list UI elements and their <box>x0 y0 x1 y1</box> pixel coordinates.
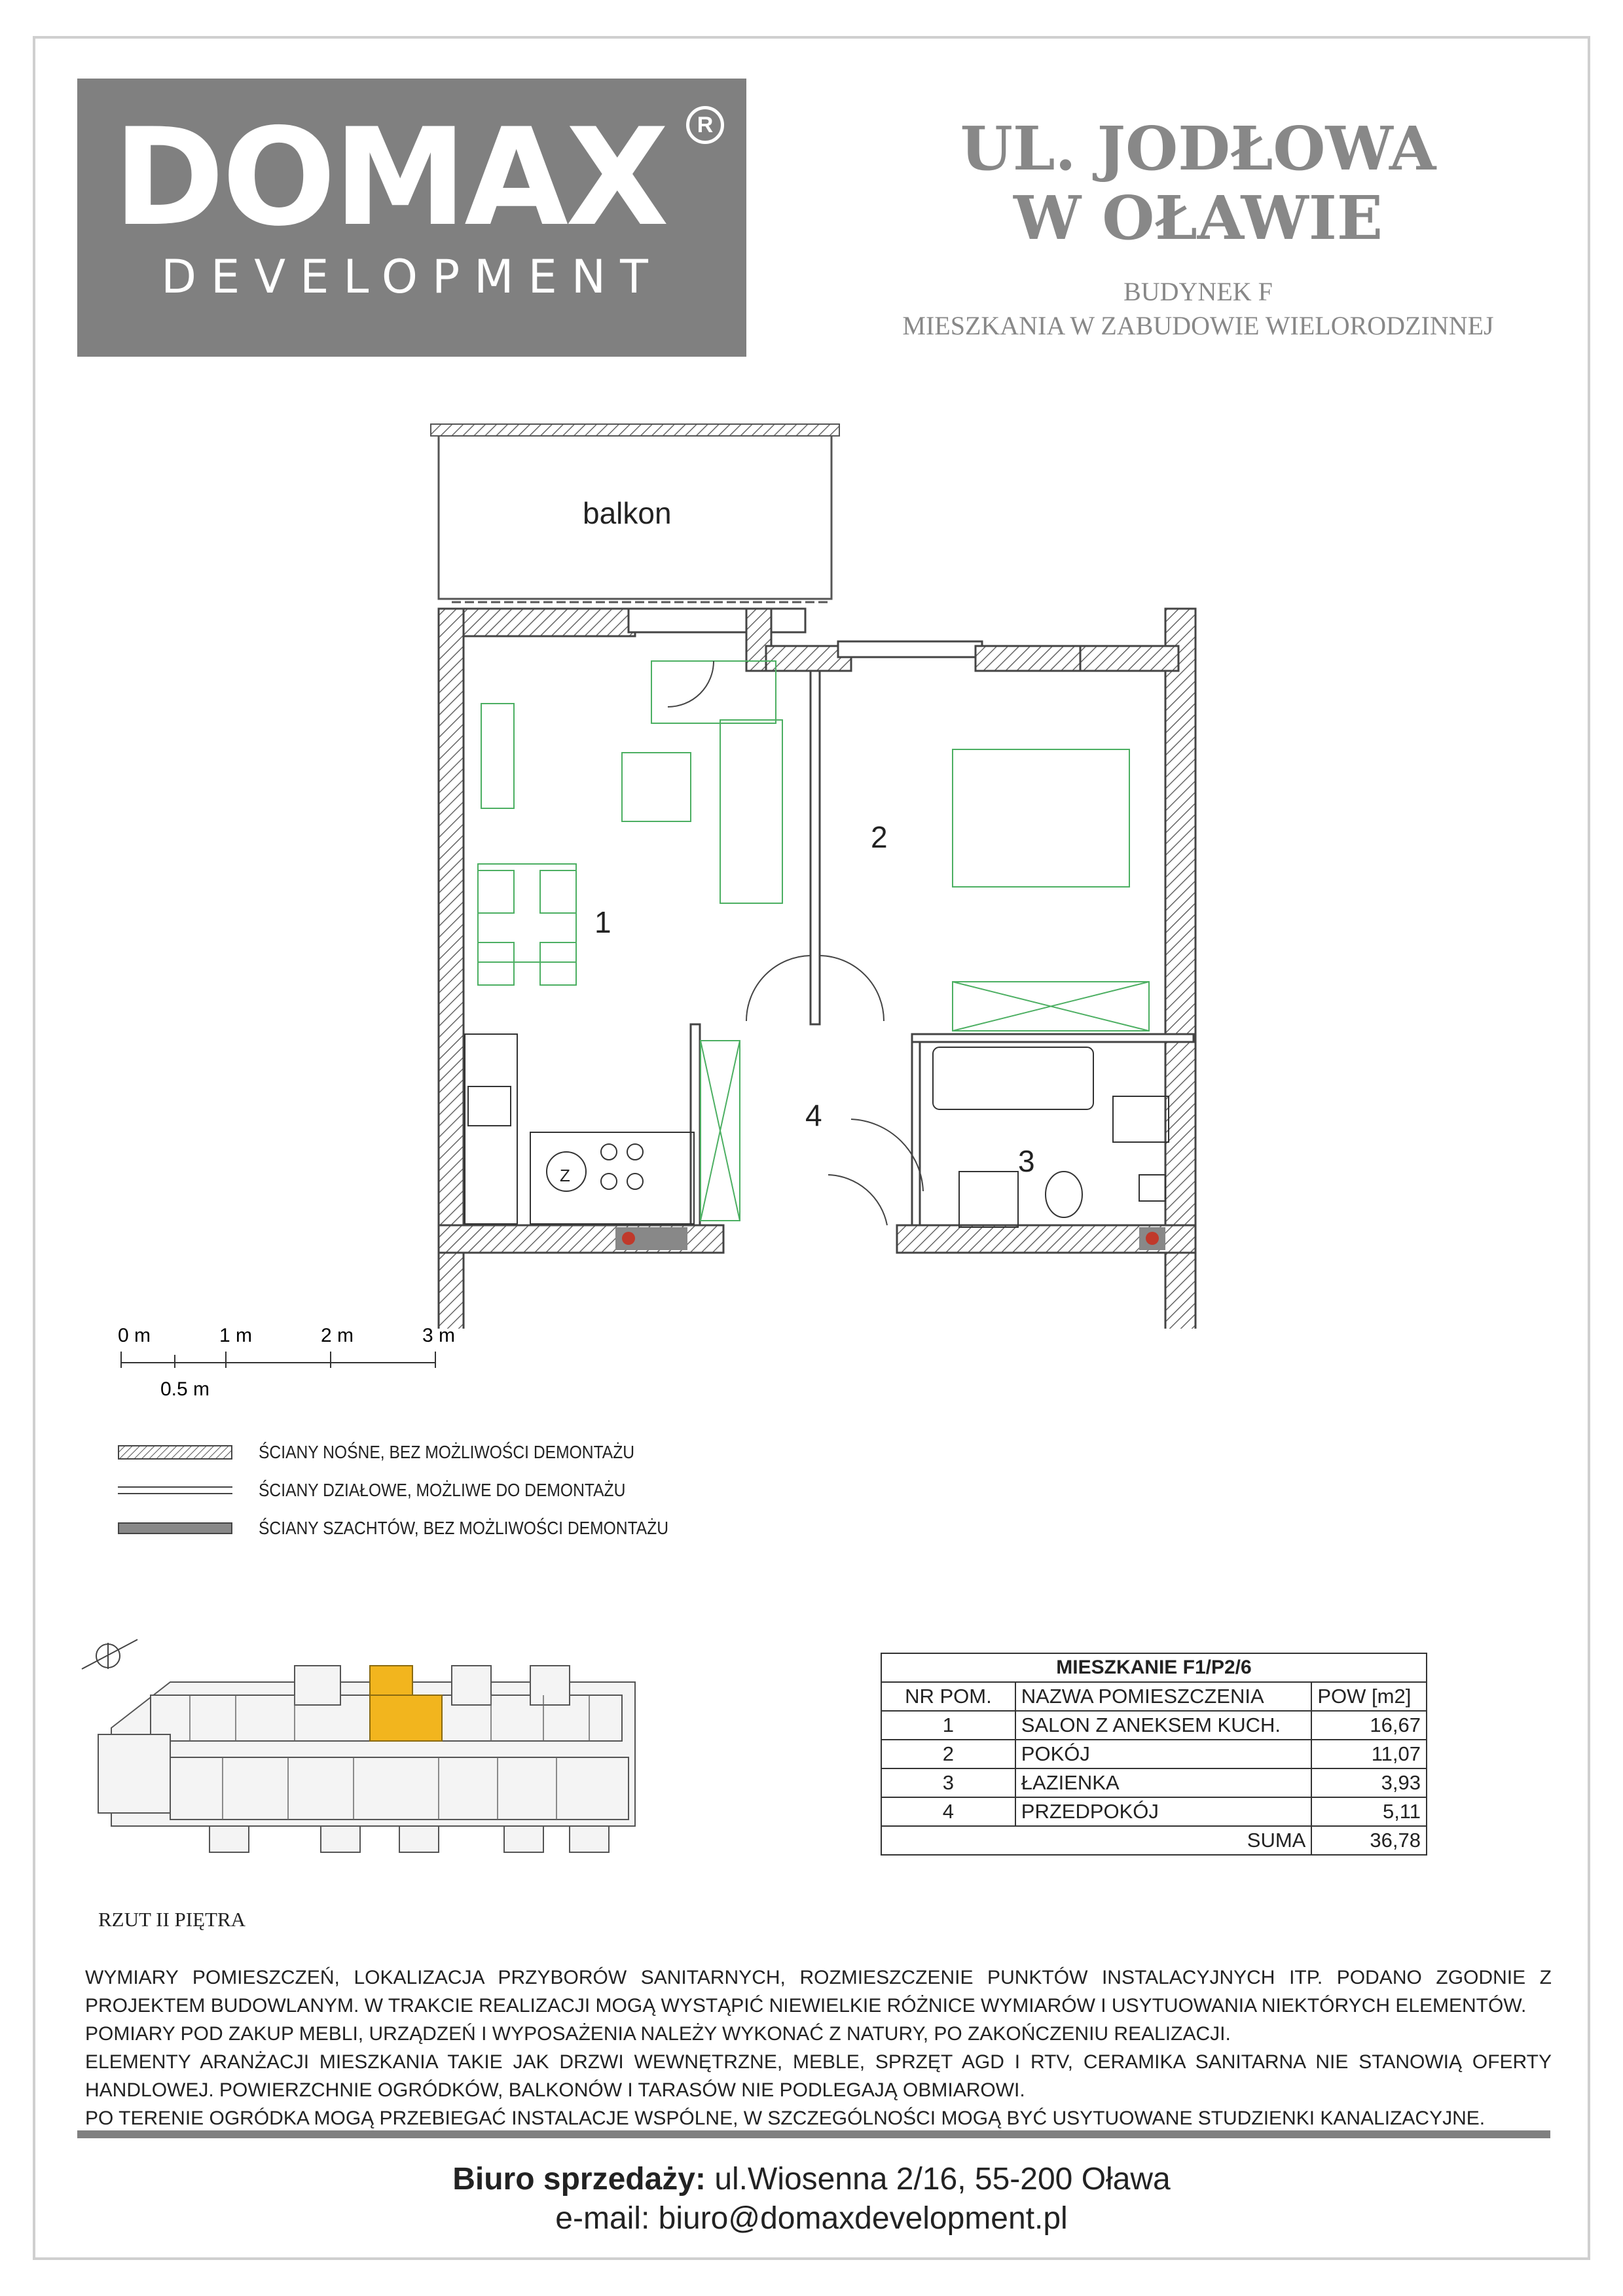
disclaimer-notes <box>85 1964 1552 2132</box>
room-number-3: 3 <box>1018 1144 1035 1178</box>
legend-item-shaft <box>118 1509 724 1547</box>
double-line-wall-swatch <box>118 1483 232 1498</box>
room-name: ŁAZIENKA <box>1015 1768 1312 1797</box>
legend-text: ŚCIANY DZIAŁOWE, MOŻLIWE DO DEMONTAŻU <box>259 1480 626 1500</box>
doors <box>668 661 923 1225</box>
room-number-2: 2 <box>871 820 888 854</box>
room-name: SALON Z ANEKSEM KUCH. <box>1015 1711 1312 1740</box>
office-label: Biuro sprzedaży: <box>452 2162 706 2197</box>
room-area: 5,11 <box>1311 1797 1427 1826</box>
floor-plan <box>419 412 1205 1329</box>
room-number: 2 <box>881 1740 1015 1768</box>
hatched-wall-swatch <box>118 1445 232 1460</box>
scale-label-1: 1 m <box>219 1325 253 1346</box>
company-logo <box>77 79 746 357</box>
title-line-2: W OŁAWIE <box>1013 182 1383 253</box>
note-paragraph: WYMIARY POMIESZCZEŃ, LOKALIZACJA PRZYBORÓW SANITARNYCH, ROZMIESZCZENIE PUNKTÓW INSTALACYJNYCH ITP. PODANO ZGODNIE Z PROJEKTEM BUDOWLANYM. W TRAKCIE REALIZACJI MOGĄ WYSTĄPIĆ NIEWIELKIE RÓŻNICE WYMIARÓW I USYTUOWANIA NIEKTÓRYCH ELEMENTÓW. <box>85 1967 1552 2017</box>
footer-divider <box>77 2130 1550 2138</box>
table-sum-row <box>881 1826 1427 1855</box>
office-address: ul.Wiosenna 2/16, 55-200 Oława <box>705 2162 1171 2197</box>
table-header-row <box>881 1682 1427 1711</box>
room-area: 16,67 <box>1311 1711 1427 1740</box>
highlighted-apartment <box>370 1666 442 1741</box>
scale-bar <box>115 1316 455 1407</box>
sum-label: SUMA <box>881 1826 1311 1855</box>
sum-value: 36,78 <box>1311 1826 1427 1855</box>
room-number-1: 1 <box>594 905 611 939</box>
subtitle-line-1: BUDYNEK F <box>1123 277 1273 306</box>
floor-level-label: RZUT II PIĘTRA <box>98 1908 246 1931</box>
room-area: 3,93 <box>1311 1768 1427 1797</box>
room-number: 4 <box>881 1797 1015 1826</box>
room-area: 11,07 <box>1311 1740 1427 1768</box>
legend-item-load-bearing <box>118 1433 724 1471</box>
table-row <box>881 1740 1427 1768</box>
scale-label-2: 2 m <box>321 1325 354 1346</box>
note-paragraph: POMIARY POD ZAKUP MEBLI, URZĄDZEŃ I WYPOSAŻENIA NALEŻY WYKONAĆ Z NATURY, PO ZAKOŃCZENIU REALIZACJI. <box>85 2023 1231 2045</box>
office-address-line <box>0 2160 1623 2199</box>
room-number: 1 <box>881 1711 1015 1740</box>
scale-label-half: 0.5 m <box>160 1378 210 1400</box>
legend-item-partition <box>118 1471 724 1509</box>
header-room-name: NAZWA POMIESZCZENIA <box>1015 1682 1312 1711</box>
page-title <box>851 115 1545 253</box>
page-subtitle <box>851 275 1545 343</box>
note-paragraph: ELEMENTY ARANŻACJI MIESZKANIA TAKIE JAK DRZWI WEWNĘTRZNE, MEBLE, SPRZĘT AGD I RTV, CERAMIKA SANITARNA NIE STANOWIĄ OFERTY HANDLOWEJ. POWIERZCHNIE OGRÓDKÓW, BALKONÓW I TARASÓW NIE PODLEGAJĄ OBMIAROWI. <box>85 2051 1552 2101</box>
subtitle-line-2: MIESZKANIA W ZABUDOWIE WIELORODZINNEJ <box>902 311 1494 340</box>
room-number-4: 4 <box>805 1098 822 1132</box>
kitchen-symbol: Z <box>560 1166 570 1185</box>
room-name: PRZEDPOKÓJ <box>1015 1797 1312 1826</box>
apartment-id: MIESZKANIE F1/P2/6 <box>881 1653 1427 1682</box>
room-number: 3 <box>881 1768 1015 1797</box>
table-row <box>881 1797 1427 1826</box>
logo-subtitle: DEVELOPMENT <box>161 250 663 304</box>
grey-wall-swatch <box>118 1521 232 1535</box>
sales-office-info <box>0 2160 1623 2238</box>
room-name: POKÓJ <box>1015 1740 1312 1768</box>
header-number: NR POM. <box>881 1682 1015 1711</box>
header-area: POW [m2] <box>1311 1682 1427 1711</box>
title-line-1: UL. JODŁOWA <box>960 113 1436 184</box>
legend-text: ŚCIANY SZACHTÓW, BEZ MOŻLIWOŚCI DEMONTAŻU <box>259 1518 669 1538</box>
legend-text: ŚCIANY NOŚNE, BEZ MOŻLIWOŚCI DEMONTAŻU <box>259 1442 635 1462</box>
scale-label-0: 0 m <box>118 1325 151 1346</box>
wall-legend <box>118 1433 724 1547</box>
scale-label-3: 3 m <box>422 1325 455 1346</box>
note-paragraph: PO TERENIE OGRÓDKA MOGĄ PRZEBIEGAĆ INSTALACJE WSPÓLNE, W SZCZEGÓLNOŚCI MOGĄ BYĆ USYTUOWANE STUDZIENKI KANALIZACYJNE. <box>85 2108 1486 2129</box>
table-title-row <box>881 1653 1427 1682</box>
registered-mark-icon: R <box>686 106 724 144</box>
key-plan <box>72 1604 648 1892</box>
table-row <box>881 1768 1427 1797</box>
compass-icon <box>82 1640 137 1669</box>
apartment-area-table <box>881 1653 1427 1856</box>
table-row <box>881 1711 1427 1740</box>
logo-wordmark: DOMAX <box>113 100 666 256</box>
office-email[interactable]: e-mail: biuro@domaxdevelopment.pl <box>555 2201 1068 2236</box>
balcony-label: balkon <box>583 496 672 530</box>
